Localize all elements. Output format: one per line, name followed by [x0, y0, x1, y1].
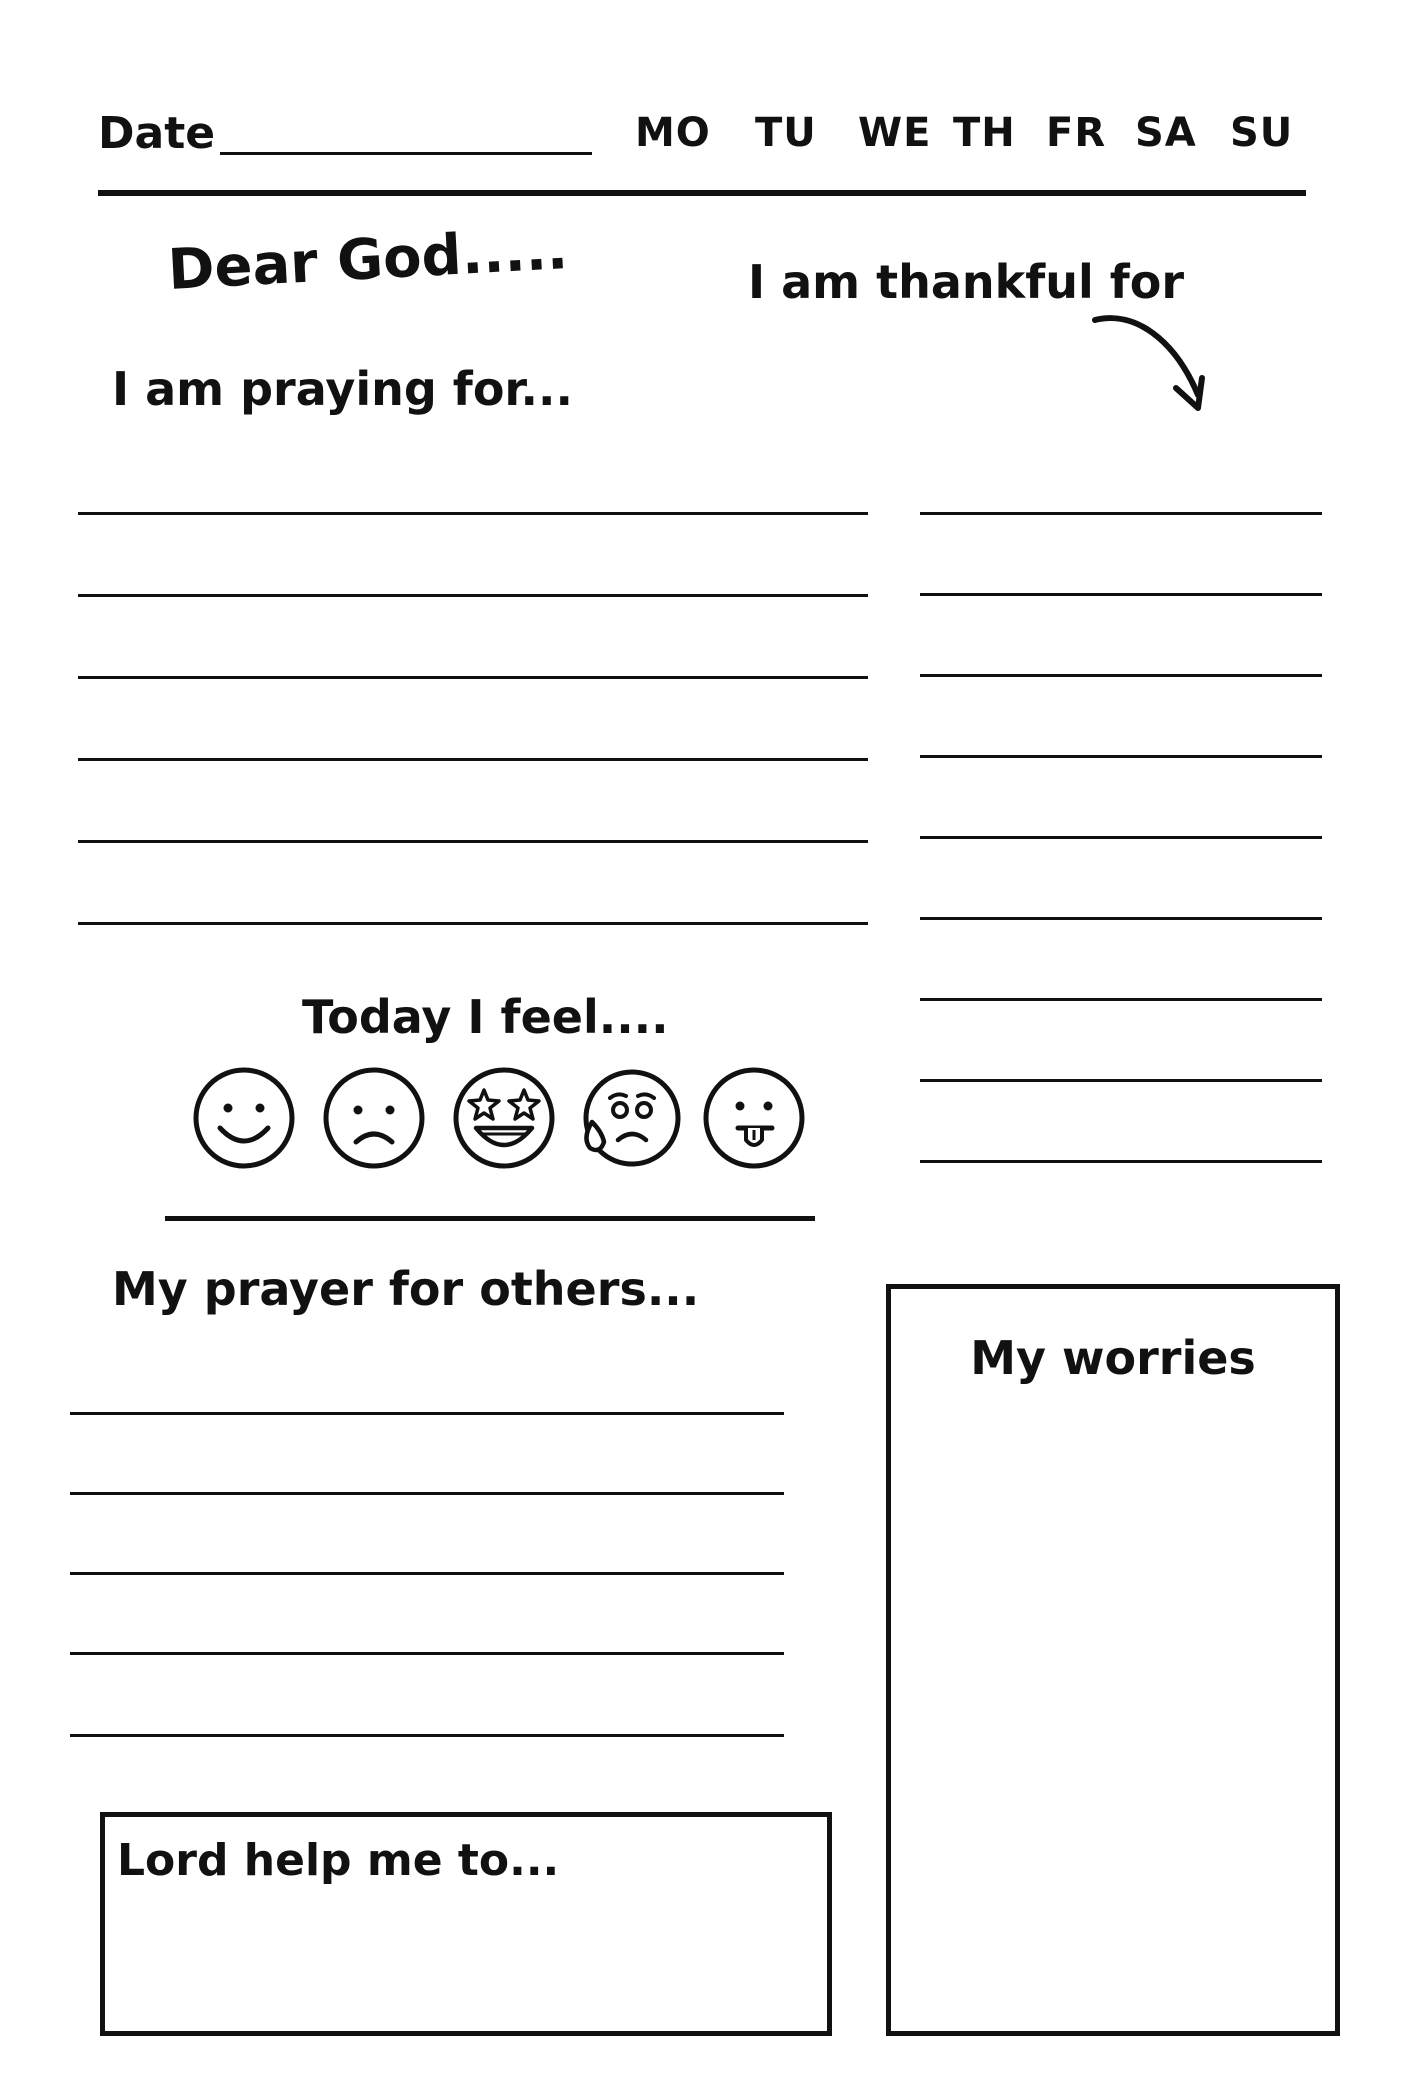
day-fr[interactable]: FR: [1046, 110, 1107, 156]
help-box[interactable]: [100, 1812, 832, 2036]
others-line[interactable]: [70, 1492, 784, 1495]
day-mo[interactable]: MO: [635, 110, 711, 156]
others-line[interactable]: [70, 1572, 784, 1575]
praying-line[interactable]: [78, 840, 868, 843]
day-we[interactable]: WE: [858, 110, 932, 156]
others-line[interactable]: [70, 1412, 784, 1415]
sad-face-icon[interactable]: [322, 1066, 426, 1170]
crying-face-icon[interactable]: [578, 1066, 682, 1170]
smile-icon[interactable]: [192, 1066, 296, 1170]
star-eyes-icon[interactable]: [452, 1066, 556, 1170]
thankful-line[interactable]: [920, 1079, 1322, 1082]
worries-box-title: My worries: [970, 1331, 1256, 1385]
day-sa[interactable]: SA: [1135, 110, 1197, 156]
thankful-line[interactable]: [920, 836, 1322, 839]
thankful-title: I am thankful for: [748, 255, 1185, 309]
praying-line[interactable]: [78, 922, 868, 925]
thankful-line[interactable]: [920, 917, 1322, 920]
day-tu[interactable]: TU: [755, 110, 817, 156]
praying-title: I am praying for...: [112, 362, 573, 416]
day-su[interactable]: SU: [1230, 110, 1294, 156]
others-line[interactable]: [70, 1734, 784, 1737]
praying-line[interactable]: [78, 594, 868, 597]
thankful-line[interactable]: [920, 674, 1322, 677]
praying-line[interactable]: [78, 676, 868, 679]
worries-box[interactable]: [886, 1284, 1340, 2036]
praying-line[interactable]: [78, 758, 868, 761]
feelings-title: Today I feel....: [302, 990, 669, 1044]
date-label: Date: [98, 108, 216, 159]
feelings-divider: [165, 1216, 815, 1221]
day-th[interactable]: TH: [953, 110, 1016, 156]
date-field-line[interactable]: [220, 152, 592, 155]
others-title: My prayer for others...: [112, 1262, 700, 1316]
thankful-line[interactable]: [920, 998, 1322, 1001]
thankful-line[interactable]: [920, 1160, 1322, 1163]
thankful-line[interactable]: [920, 593, 1322, 596]
praying-line[interactable]: [78, 512, 868, 515]
help-box-title: Lord help me to...: [117, 1835, 560, 1886]
curved-arrow-down-icon: [1090, 310, 1210, 420]
thankful-line[interactable]: [920, 512, 1322, 515]
thankful-line[interactable]: [920, 755, 1322, 758]
tongue-out-icon[interactable]: [702, 1066, 806, 1170]
greeting-title: Dear God.....: [166, 217, 570, 303]
others-line[interactable]: [70, 1652, 784, 1655]
header-divider: [98, 190, 1306, 196]
